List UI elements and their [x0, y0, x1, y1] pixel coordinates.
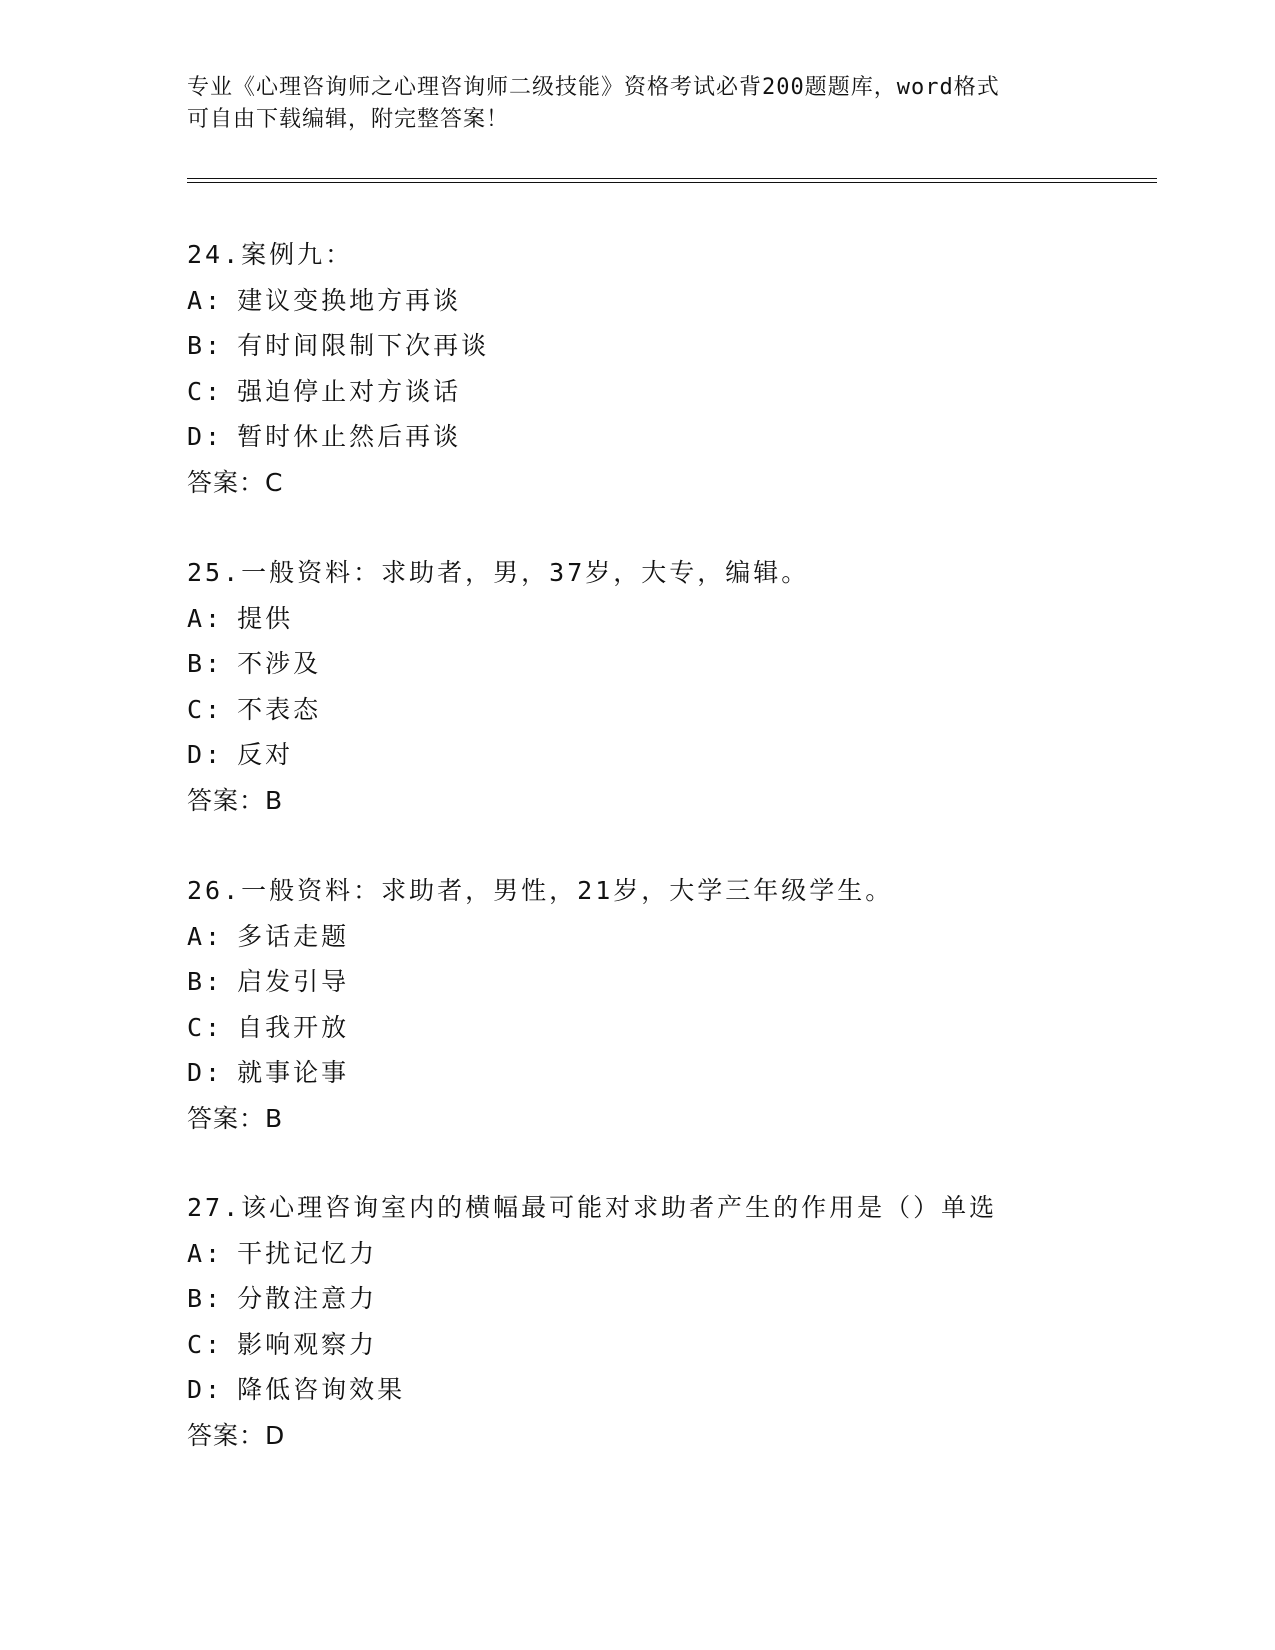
option-text: 暂时休止然后再谈: [237, 422, 462, 452]
option-text: 启发引导: [237, 967, 350, 997]
option-text: 反对: [237, 740, 294, 770]
option-c: [187, 1005, 1087, 1051]
option-letter: A:: [187, 921, 224, 951]
option-letter: D:: [187, 422, 224, 452]
question-stem: 26.一般资料：求助者，男性，21岁，大学三年级学生。: [187, 876, 894, 905]
option-text: 不涉及: [237, 649, 322, 679]
option-text: 多话走题: [237, 921, 350, 951]
header-divider: [187, 178, 1157, 183]
option-letter: A:: [187, 285, 224, 315]
question-stem: 27.该心理咨询室内的横幅最可能对求助者产生的作用是（）单选: [187, 1193, 998, 1222]
option-d: [187, 732, 1087, 778]
option-text: 建议变换地方再谈: [237, 285, 462, 315]
question-26: [187, 868, 1087, 1142]
answer-line: 答案：D: [187, 1420, 286, 1450]
answer-line: 答案：B: [187, 785, 284, 815]
option-c: [187, 1322, 1087, 1368]
option-a: [187, 914, 1087, 960]
option-letter: B:: [187, 331, 224, 361]
option-text: 影响观察力: [237, 1329, 378, 1359]
question-25: [187, 550, 1087, 824]
option-text: 自我开放: [237, 1012, 350, 1042]
option-letter: B:: [187, 1284, 224, 1314]
option-b: [187, 641, 1087, 687]
option-d: [187, 414, 1087, 460]
option-text: 分散注意力: [237, 1284, 378, 1314]
option-letter: D:: [187, 1375, 224, 1405]
answer-line: 答案：C: [187, 467, 284, 497]
header-line-2: 可自由下载编辑，附完整答案！: [187, 107, 510, 132]
option-d: [187, 1050, 1087, 1096]
document-header: [187, 72, 1087, 136]
option-b: [187, 1276, 1087, 1322]
option-text: 有时间限制下次再谈: [237, 331, 490, 361]
option-a: [187, 278, 1087, 324]
option-letter: B:: [187, 967, 224, 997]
header-line-1: 专业《心理咨询师之心理咨询师二级技能》资格考试必背200题题库，word格式: [187, 75, 1000, 100]
option-text: 干扰记忆力: [237, 1238, 378, 1268]
option-text: 就事论事: [237, 1058, 350, 1088]
option-letter: D:: [187, 1058, 224, 1088]
question-stem: 24.案例九：: [187, 240, 354, 269]
option-a: [187, 1231, 1087, 1277]
option-text: 降低咨询效果: [237, 1375, 406, 1405]
option-letter: C:: [187, 376, 224, 406]
option-letter: A:: [187, 603, 224, 633]
option-c: [187, 369, 1087, 415]
option-letter: C:: [187, 694, 224, 724]
option-letter: D:: [187, 740, 224, 770]
option-letter: B:: [187, 649, 224, 679]
option-letter: C:: [187, 1012, 224, 1042]
option-text: 不表态: [237, 694, 322, 724]
answer-line: 答案：B: [187, 1103, 284, 1133]
option-text: 强迫停止对方谈话: [237, 376, 462, 406]
option-c: [187, 687, 1087, 733]
question-24: [187, 232, 1087, 506]
question-27: [187, 1185, 1087, 1459]
option-d: [187, 1367, 1087, 1413]
question-stem: 25.一般资料：求助者，男，37岁，大专，编辑。: [187, 558, 810, 587]
option-b: [187, 323, 1087, 369]
option-text: 提供: [237, 603, 294, 633]
option-b: [187, 959, 1087, 1005]
option-letter: C:: [187, 1329, 224, 1359]
option-letter: A:: [187, 1238, 224, 1268]
option-a: [187, 596, 1087, 642]
